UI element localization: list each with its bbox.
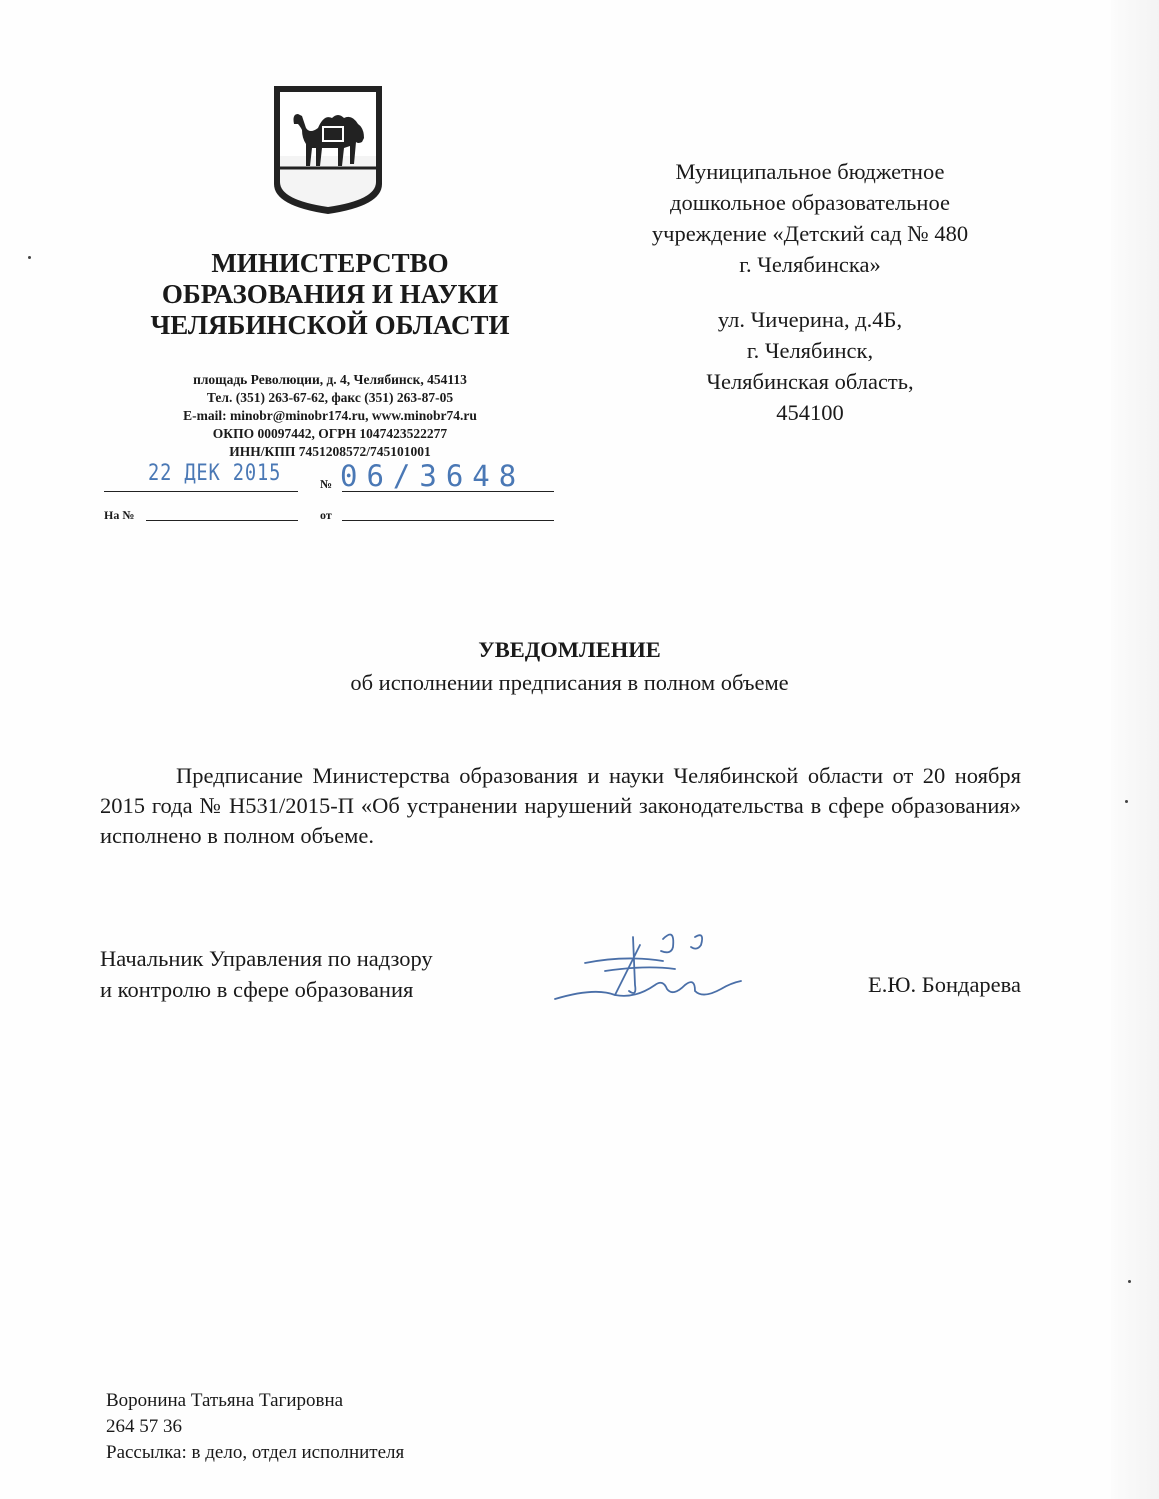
date-stamp: 22 ДЕК 2015 (148, 461, 282, 486)
executor-info (106, 1388, 404, 1466)
recipient-block (600, 156, 1020, 428)
scan-speck (28, 256, 31, 259)
executor-name: Воронина Татьяна Тагировна (106, 1390, 344, 1411)
handwritten-signature (545, 925, 755, 1010)
ministry-phone: Тел. (351) 263-67-62, факс (351) 263-87-05 (206, 390, 454, 405)
recipient-name-line: Муниципальное бюджетное (675, 159, 945, 184)
ministry-name-line: ЧЕЛЯБИНСКОЙ ОБЛАСТИ (150, 310, 510, 340)
recipient-name-line: учреждение «Детский сад № 480 (651, 221, 969, 246)
recipient-name-line: г. Челябинска» (739, 252, 881, 277)
ministry-okpo: ОКПО 00097442, ОГРН 1047423522277 (212, 426, 448, 441)
ministry-name-line: МИНИСТЕРСТВО (211, 248, 449, 278)
page-edge-shadow (1111, 0, 1159, 1499)
from-line (342, 520, 554, 521)
ref-line (146, 520, 298, 521)
distribution-note: Рассылка: в дело, отдел исполнителя (106, 1442, 405, 1463)
notice-body: Предписание Министерства образования и науки Челябинской области от 20 ноября 2015 года № Н531/2015-П «Об устранении нарушений законодательства в сфере образования» исполнено в полном объеме. (100, 763, 1021, 848)
number-stamp: 06/3648 (340, 459, 526, 493)
ministry-name-line: ОБРАЗОВАНИЯ И НАУКИ (161, 279, 499, 309)
date-line (104, 491, 298, 492)
ministry-name (120, 248, 540, 341)
scan-speck (1125, 800, 1128, 803)
number-line (342, 491, 554, 492)
recipient-name-line: дошкольное образовательное (670, 190, 950, 215)
number-label: № (320, 477, 333, 491)
signer-position (100, 943, 433, 1005)
recipient-address-line: ул. Чичерина, д.4Б, (717, 307, 903, 332)
ministry-address: площадь Революции, д. 4, Челябинск, 454113 (193, 372, 467, 387)
signer-position-line: Начальник Управления по надзору (100, 946, 433, 971)
scan-speck (1128, 1280, 1131, 1283)
recipient-address-line: 454100 (776, 400, 844, 425)
signer-position-line: и контролю в сфере образования (100, 977, 414, 1002)
notice-title: УВЕДОМЛЕНИЕ (478, 637, 661, 662)
ref-label: На № (104, 508, 135, 522)
ministry-inn: ИНН/КПП 7451208572/745101001 (229, 444, 431, 459)
recipient-address-line: г. Челябинск, (746, 338, 874, 363)
executor-phone: 264 57 36 (106, 1416, 182, 1437)
notice-subtitle: об исполнении предписания в полном объеме (350, 670, 789, 695)
ministry-email: E-mail: minobr@minobr174.ru, www.minobr74.ru (183, 408, 477, 423)
recipient-address-line: Челябинская область, (706, 369, 914, 394)
chelyabinsk-camel-emblem-icon (272, 84, 384, 216)
from-label: от (320, 508, 332, 522)
signer-name: Е.Ю. Бондарева (868, 972, 1021, 997)
ministry-contacts (120, 371, 540, 461)
